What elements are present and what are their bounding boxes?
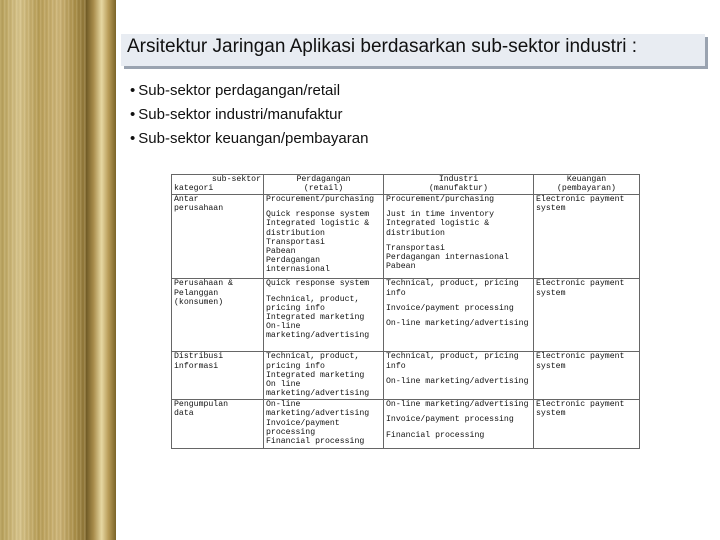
cell-text: Integrated marketing bbox=[266, 370, 365, 380]
retail-cell bbox=[264, 352, 384, 400]
bullet-list bbox=[130, 79, 368, 151]
table-row bbox=[172, 400, 640, 449]
cell-text: On-line bbox=[266, 400, 301, 410]
cell-text: perusahaan bbox=[174, 204, 224, 214]
cell-text: Procurement/purchasing bbox=[266, 195, 375, 204]
manufaktur-cell bbox=[384, 279, 534, 352]
header-text: (pembayaran) bbox=[557, 184, 616, 194]
cell-text: On-line bbox=[266, 322, 301, 332]
cell-text: Financial processing bbox=[266, 437, 365, 447]
table-header-row bbox=[172, 175, 640, 195]
cell-text: Pabean bbox=[386, 262, 416, 272]
cell-text: data bbox=[174, 409, 194, 419]
bullet-item: • Sub-sektor keuangan/pembayaran bbox=[130, 130, 369, 147]
cell-text: Pengumpulan bbox=[174, 400, 229, 410]
header-text: Perdagangan bbox=[296, 175, 351, 184]
cell-text: marketing/advertising bbox=[266, 409, 370, 419]
manufaktur-cell bbox=[384, 352, 534, 400]
manufaktur-cell bbox=[384, 195, 534, 279]
cell-text: Technical, product, pricing info bbox=[386, 352, 519, 371]
retail-cell bbox=[264, 195, 384, 279]
cell-text: Electronic payment bbox=[536, 279, 625, 289]
cell-text: distribution bbox=[266, 228, 325, 238]
category-cell bbox=[172, 279, 264, 352]
cell-text: marketing/advertising bbox=[266, 389, 370, 399]
cell-text: Perdagangan bbox=[266, 256, 321, 266]
header-text: (retail) bbox=[303, 184, 344, 194]
cell-text: system bbox=[536, 409, 566, 419]
cell-text: Quick response system bbox=[266, 279, 370, 289]
category-cell bbox=[172, 400, 264, 449]
decorative-spine bbox=[86, 0, 116, 540]
keuangan-cell bbox=[534, 352, 640, 400]
slide-title: Arsitektur Jaringan Aplikasi berdasarkan sub-sektor industri : bbox=[127, 36, 638, 57]
category-cell bbox=[172, 352, 264, 400]
cell-text: Transportasi bbox=[386, 243, 445, 253]
header-keuangan bbox=[534, 175, 640, 195]
cell-text: Technical, product, bbox=[266, 294, 360, 304]
bullet-item: • Sub-sektor industri/manufaktur bbox=[130, 106, 343, 123]
cell-text: Electronic payment bbox=[536, 352, 625, 362]
cell-text: Perdagangan internasional bbox=[386, 253, 509, 263]
decorative-left-bar bbox=[0, 0, 86, 540]
cell-text: On-line marketing/advertising bbox=[386, 318, 529, 328]
table-row bbox=[172, 279, 640, 352]
cell-text: internasional bbox=[266, 265, 330, 275]
category-cell bbox=[172, 195, 264, 279]
cell-text: Just in time inventory bbox=[386, 210, 495, 220]
header-text: kategori bbox=[174, 184, 214, 194]
manufaktur-cell bbox=[384, 400, 534, 449]
retail-cell bbox=[264, 400, 384, 449]
cell-text: system bbox=[536, 288, 566, 298]
cell-text: Pelanggan bbox=[174, 288, 219, 298]
header-text: (manufaktur) bbox=[429, 184, 488, 194]
keuangan-cell bbox=[534, 279, 640, 352]
bullet-text: Sub-sektor perdagangan/retail bbox=[138, 82, 341, 99]
cell-text: On-line marketing/advertising bbox=[386, 400, 529, 410]
cell-text: Electronic payment bbox=[536, 400, 625, 410]
cell-text: Invoice/payment processing bbox=[386, 303, 514, 313]
cell-text: Financial processing bbox=[386, 430, 485, 440]
cell-text: On line bbox=[266, 380, 301, 390]
cell-text: (konsumen) bbox=[174, 297, 224, 307]
cell-text: Transportasi bbox=[266, 237, 325, 247]
keuangan-cell bbox=[534, 195, 640, 279]
cell-text: processing bbox=[266, 427, 316, 437]
cell-text: Procurement/purchasing bbox=[386, 195, 495, 204]
cell-text: pricing info bbox=[266, 361, 325, 371]
header-text: sub-sektor bbox=[211, 175, 261, 184]
cell-text: informasi bbox=[174, 361, 219, 371]
bullet-text: Sub-sektor keuangan/pembayaran bbox=[138, 130, 369, 147]
header-text: Industri bbox=[438, 175, 479, 184]
cell-text: Antar bbox=[174, 195, 199, 204]
cell-text: Distribusi bbox=[174, 352, 224, 362]
header-retail bbox=[264, 175, 384, 195]
cell-text: Technical, product, bbox=[266, 352, 360, 362]
cell-text: Technical, product, pricing info bbox=[386, 279, 519, 298]
bullet-text: Sub-sektor industri/manufaktur bbox=[138, 106, 343, 123]
cell-text: Integrated logistic & bbox=[266, 219, 370, 229]
cell-text: pricing info bbox=[266, 303, 325, 313]
corner-header-cell bbox=[172, 175, 264, 195]
cell-text: Invoice/payment bbox=[266, 418, 340, 428]
bullet-item: • Sub-sektor perdagangan/retail bbox=[130, 82, 341, 99]
cell-text: system bbox=[536, 361, 566, 371]
retail-cell bbox=[264, 279, 384, 352]
header-text: Keuangan bbox=[566, 175, 607, 184]
table-row bbox=[172, 352, 640, 400]
cell-text: marketing/advertising bbox=[266, 331, 370, 341]
cell-text: Integrated marketing bbox=[266, 312, 365, 322]
cell-text: Quick response system bbox=[266, 210, 370, 220]
cell-text: Pabean bbox=[266, 247, 296, 257]
architecture-table bbox=[171, 174, 640, 449]
cell-text: On-line marketing/advertising bbox=[386, 376, 529, 386]
cell-text: system bbox=[536, 204, 566, 214]
cell-text: Invoice/payment processing bbox=[386, 415, 514, 425]
cell-text: Integrated logistic & distribution bbox=[386, 219, 490, 238]
keuangan-cell bbox=[534, 400, 640, 449]
header-manufaktur bbox=[384, 175, 534, 195]
table-row bbox=[172, 195, 640, 279]
cell-text: Electronic payment bbox=[536, 195, 625, 204]
cell-text: Perusahaan & bbox=[174, 279, 233, 289]
